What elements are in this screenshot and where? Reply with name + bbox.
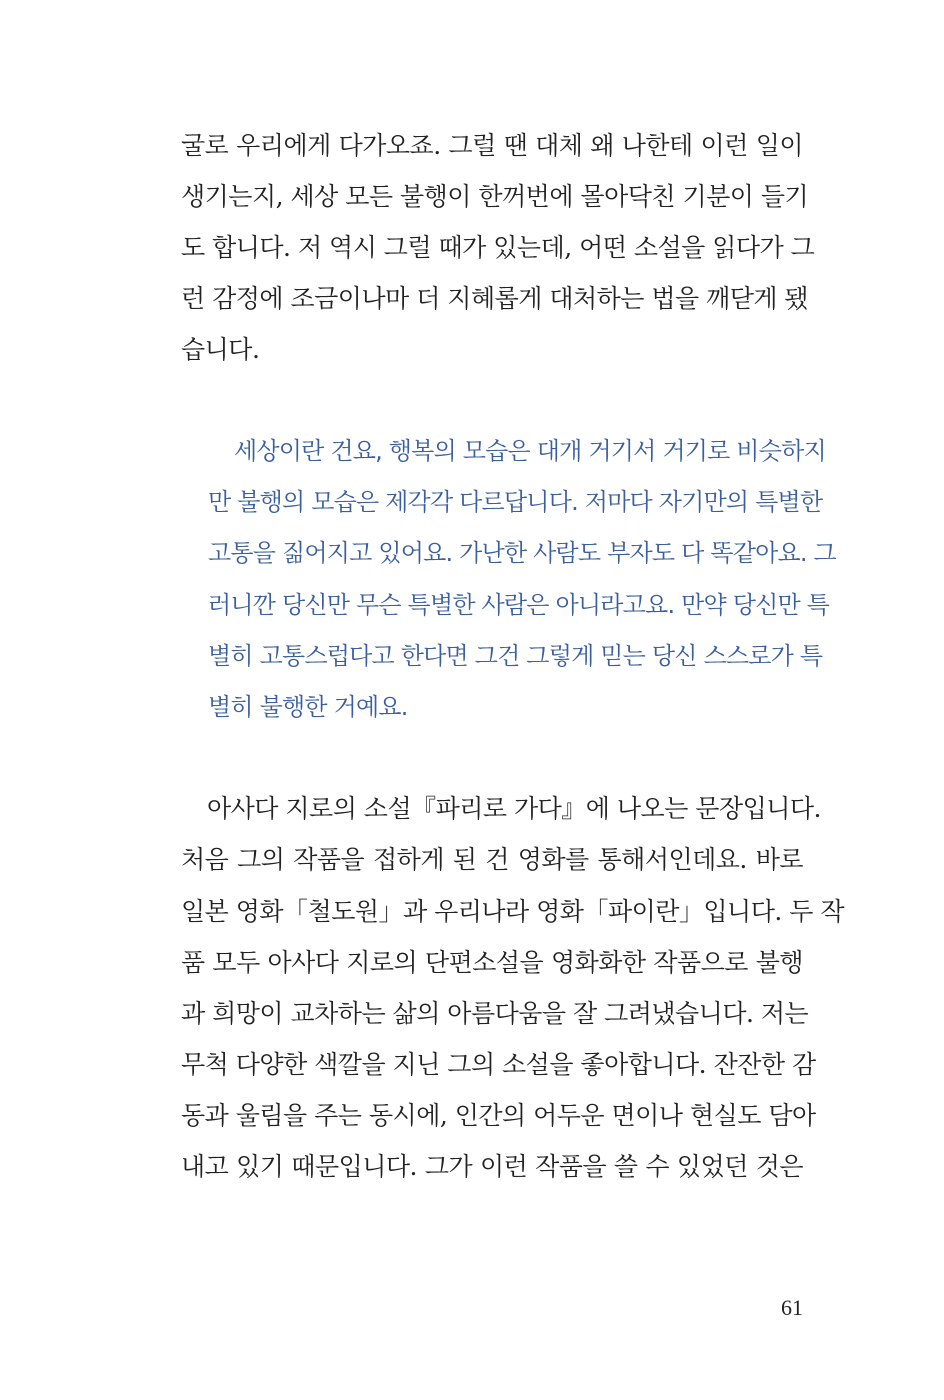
text-line: 습니다. [181, 335, 260, 364]
quote-line: 별히 고통스럽다고 한다면 그건 그렇게 믿는 당신 스스로가 특 [208, 642, 823, 670]
text-line: 무척 다양한 색깔을 지닌 그의 소설을 좋아합니다. 잔잔한 감 [181, 1050, 816, 1079]
text-line: 생기는지, 세상 모든 불행이 한꺼번에 몰아닥친 기분이 들기 [181, 182, 809, 211]
text-line: 굴로 우리에게 다가오죠. 그럴 땐 대체 왜 나한테 이런 일이 [181, 131, 803, 160]
quote-line: 러니깐 당신만 무슨 특별한 사람은 아니라고요. 만약 당신만 특 [208, 591, 830, 619]
page-number: 61 [781, 1295, 803, 1320]
text-line: 아사다 지로의 소설『파리로 가다』에 나오는 문장입니다. [207, 794, 821, 823]
quote-line: 만 불행의 모습은 제각각 다르답니다. 저마다 자기만의 특별한 [208, 488, 823, 516]
quote-line: 고통을 짊어지고 있어요. 가난한 사람도 부자도 다 똑같아요. 그 [208, 539, 836, 567]
text-line: 런 감정에 조금이나마 더 지혜롭게 대처하는 법을 깨닫게 됐 [181, 284, 809, 313]
text-line: 과 희망이 교차하는 삶의 아름다움을 잘 그려냈습니다. 저는 [181, 999, 809, 1028]
quote-line: 별히 불행한 거예요. [208, 693, 408, 721]
text-line: 품 모두 아사다 지로의 단편소설을 영화화한 작품으로 불행 [181, 948, 803, 977]
text-line: 동과 울림을 주는 동시에, 인간의 어두운 면이나 현실도 담아 [181, 1101, 816, 1130]
text-line: 도 합니다. 저 역시 그럴 때가 있는데, 어떤 소설을 읽다가 그 [181, 233, 815, 262]
text-line: 일본 영화「철도원」과 우리나라 영화「파이란」입니다. 두 작 [181, 897, 844, 926]
text-line: 내고 있기 때문입니다. 그가 이런 작품을 쓸 수 있었던 것은 [181, 1152, 803, 1181]
text-line: 처음 그의 작품을 접하게 된 건 영화를 통해서인데요. 바로 [181, 845, 803, 874]
quote-line: 세상이란 건요, 행복의 모습은 대개 거기서 거기로 비슷하지 [234, 437, 826, 465]
